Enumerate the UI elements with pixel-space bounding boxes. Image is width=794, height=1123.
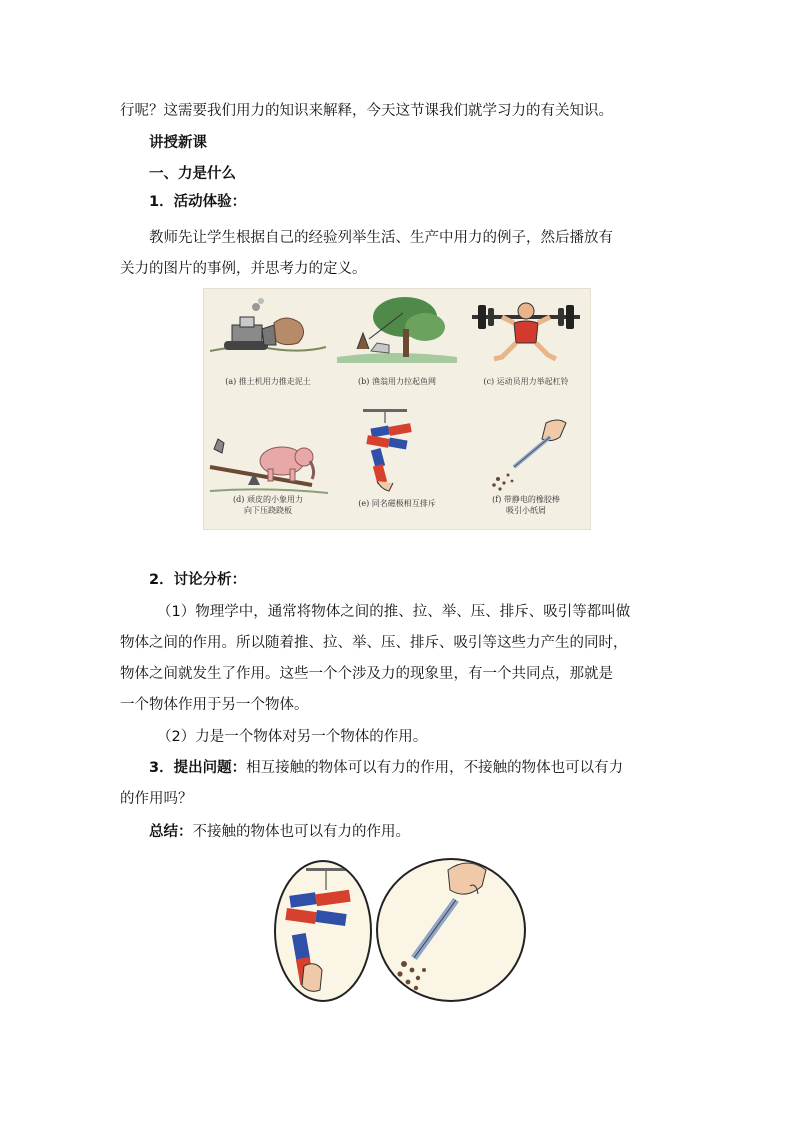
heading-what-is-force: 一、力是什么 bbox=[149, 166, 236, 182]
rubber-rod-closeup-figure bbox=[376, 858, 526, 1002]
paragraph-force-definition: （2）力是一个物体对另一个物体的作用。 bbox=[157, 729, 428, 745]
force-examples-figure bbox=[203, 288, 591, 530]
paragraph-physics-line1: （1）物理学中，通常将物体之间的推、拉、举、压、排斥、吸引等都叫做 bbox=[157, 604, 631, 620]
paragraph-intro-end: 行呢？这需要我们用力的知识来解释，今天这节课我们就学习力的有关知识。 bbox=[120, 103, 613, 119]
rubber-rod-closeup-illustration bbox=[378, 860, 524, 1000]
caption-a: (a) 推土机用力推走泥土 bbox=[225, 377, 311, 386]
heading-new-lesson: 讲授新课 bbox=[149, 135, 207, 151]
paragraph-question-line2: 的作用吗？ bbox=[120, 791, 193, 807]
paragraph-summary bbox=[149, 822, 410, 842]
heading-activity: 1．活动体验： bbox=[149, 194, 247, 210]
bulldozer-illustration bbox=[204, 289, 332, 409]
panel-rubber-rod bbox=[462, 409, 590, 529]
caption-c: (c) 运动员用力举起杠铃 bbox=[483, 377, 569, 386]
question-text: 相互接触的物体可以有力的作用，不接触的物体也可以有力 bbox=[246, 760, 624, 776]
caption-e: (e) 同名磁极相互排斥 bbox=[358, 499, 436, 508]
heading-discussion: 2．讨论分析： bbox=[149, 572, 247, 588]
magnets-illustration bbox=[333, 409, 461, 529]
caption-f-line2: 吸引小纸屑 bbox=[506, 506, 546, 515]
panel-fisherman bbox=[333, 289, 461, 409]
caption-b: (b) 渔翁用力拉起鱼网 bbox=[358, 377, 436, 386]
paragraph-activity-line2: 关力的图片的事例，并思考力的定义。 bbox=[120, 261, 367, 277]
weightlifter-illustration bbox=[462, 289, 590, 409]
panel-magnets bbox=[333, 409, 461, 529]
paragraph-question-line1 bbox=[149, 758, 623, 778]
magnets-closeup-illustration bbox=[276, 862, 370, 1000]
summary-text: 不接触的物体也可以有力的作用。 bbox=[192, 824, 410, 840]
paragraph-physics-line2: 物体之间的作用。所以随着推、拉、举、压、排斥、吸引等这些力产生的同时， bbox=[120, 635, 628, 651]
summary-label: 总结： bbox=[149, 824, 193, 840]
paragraph-activity-line1: 教师先让学生根据自己的经验列举生活、生产中用力的例子，然后播放有 bbox=[149, 230, 613, 246]
question-label: 3．提出问题： bbox=[149, 760, 247, 776]
caption-d-line1: (d) 顽皮的小象用力 bbox=[233, 495, 303, 504]
paragraph-physics-line3: 物体之间就发生了作用。这些一个个涉及力的现象里，有一个共同点，那就是 bbox=[120, 666, 613, 682]
caption-f-line1: (f) 带静电的橡胶棒 bbox=[492, 495, 560, 504]
paragraph-physics-line4: 一个物体作用于另一个物体。 bbox=[120, 697, 309, 713]
panel-bulldozer bbox=[204, 289, 332, 409]
magnets-closeup-figure bbox=[274, 860, 372, 1002]
panel-elephant bbox=[204, 409, 332, 529]
fisherman-illustration bbox=[333, 289, 461, 409]
panel-weightlifter bbox=[462, 289, 590, 409]
caption-d-line2: 向下压跷跷板 bbox=[244, 506, 292, 515]
